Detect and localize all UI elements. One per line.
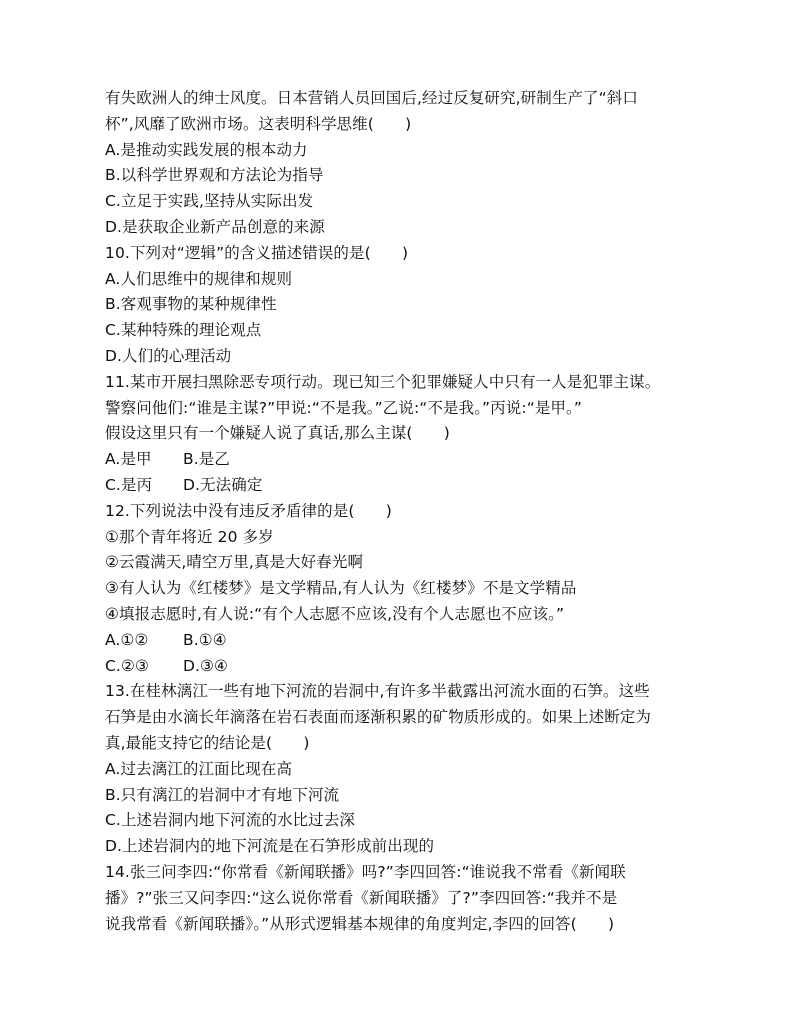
- q12-option-c: C.②③: [105, 656, 149, 675]
- q14-stem-line-3: 说我常看《新闻联播》。”从形式逻辑基本规律的角度判定,李四的回答( ): [105, 914, 615, 933]
- q11-option-c: C.是丙: [105, 475, 153, 494]
- q11-options-row-2: [105, 473, 695, 499]
- q9-option-b: B.以科学世界观和方法论为指导: [105, 166, 324, 185]
- q9-text-line-1: 有失欧洲人的绅士风度。日本营销人员回国后,经过反复研究,研制生产了“斜口: [105, 89, 638, 107]
- q10-stem: 10.下列对“逻辑”的含义描述错误的是( ): [105, 243, 409, 262]
- q12-item-4: ④填报志愿时,有人说:“有个人志愿不应该,没有个人志愿也不应该。”: [105, 604, 565, 623]
- q12-options-row-2: [105, 654, 695, 680]
- q9-text-line-2: 杯”,风靡了欧洲市场。这表明科学思维( ): [105, 114, 412, 133]
- q12-item-2: ②云霞满天,晴空万里,真是大好春光啊: [105, 553, 364, 572]
- q9-option-c: C.立足于实践,坚持从实际出发: [105, 192, 314, 211]
- q12-stem: 12.下列说法中没有违反矛盾律的是( ): [105, 501, 392, 520]
- q12-item-3: ③有人认为《红楼梦》是文学精品,有人认为《红楼梦》不是文学精品: [105, 579, 577, 598]
- q13-stem-line-1: 13.在桂林漓江一些有地下河流的岩洞中,有许多半截露出河流水面的石笋。这些: [105, 682, 650, 701]
- q13-option-c: C.上述岩洞内地下河流的水比过去深: [105, 811, 355, 830]
- q13-option-a: A.过去漓江的江面比现在高: [105, 759, 293, 778]
- q9-option-a: A.是推动实践发展的根本动力: [105, 140, 308, 159]
- q11-stem-line-1: 11.某市开展扫黑除恶专项行动。现已知三个犯罪嫌疑人中只有一人是犯罪主谋。: [105, 372, 661, 391]
- q11-option-a: A.是甲: [105, 450, 152, 469]
- q10-option-d: D.人们的心理活动: [105, 346, 232, 365]
- q11-option-d: D.无法确定: [183, 475, 263, 494]
- q12-option-a: A.①②: [105, 630, 149, 649]
- q14-stem-line-1: 14.张三问李四:“你常看《新闻联播》吗?”李四回答:“谁说我不常看《新闻联: [105, 862, 626, 881]
- q10-option-c: C.某种特殊的理论观点: [105, 321, 262, 340]
- q11-stem-line-3: 假设这里只有一个嫌疑人说了真话,那么主谋( ): [105, 424, 450, 443]
- q12-option-b: B.①④: [183, 630, 227, 649]
- q13-stem-line-2: 石笋是由水滴长年滴落在岩石表面而逐渐积累的矿物质形成的。如果上述断定为: [105, 708, 652, 727]
- document-page: [105, 86, 695, 937]
- q12-item-1: ①那个青年将近 20 多岁: [105, 527, 274, 546]
- q10-option-b: B.客观事物的某种规律性: [105, 295, 277, 314]
- q14-stem-line-2: 播》?”张三又问李四:“这么说你常看《新闻联播》了?”李四回答:“我并不是: [105, 888, 618, 907]
- q13-option-b: B.只有漓江的岩洞中才有地下河流: [105, 785, 340, 804]
- q13-stem-line-3: 真,最能支持它的结论是( ): [105, 733, 310, 752]
- q11-options-row-1: [105, 447, 695, 473]
- q10-option-a: A.人们思维中的规律和规则: [105, 269, 293, 288]
- q12-options-row-1: [105, 628, 695, 654]
- q13-option-d: D.上述岩洞内的地下河流是在石笋形成前出现的: [105, 837, 435, 856]
- q9-option-d: D.是获取企业新产品创意的来源: [105, 217, 325, 236]
- q12-option-d: D.③④: [183, 656, 229, 675]
- q11-stem-line-2: 警察问他们:“谁是主谋?”甲说:“不是我。”乙说:“不是我。”丙说:“是甲。”: [105, 398, 583, 417]
- q11-option-b: B.是乙: [183, 450, 230, 469]
